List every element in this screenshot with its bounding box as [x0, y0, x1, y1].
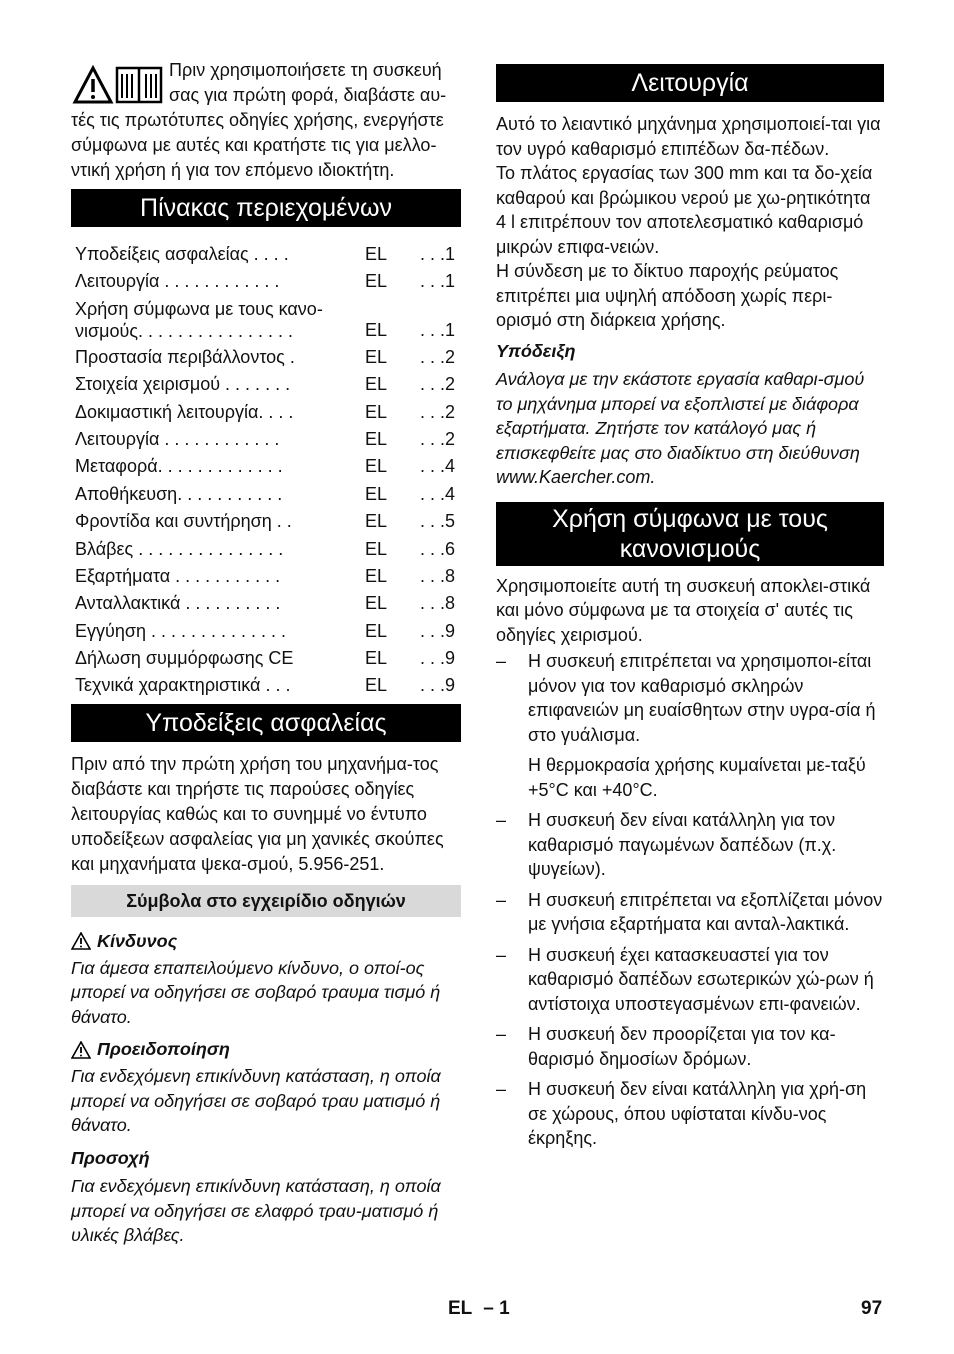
list-item-text: Η συσκευή δεν είναι κατάλληλη για τον καθαρισμό παγωμένων δαπέδων (π.χ. ψυγείων). — [528, 810, 837, 879]
toc-lang: EL — [365, 428, 388, 449]
toc-row[interactable] — [75, 453, 457, 480]
note-label: Υπόδειξη — [496, 340, 576, 361]
symbols-heading: Σύμβολα στο εγχειρίδιο οδηγιών — [71, 885, 461, 917]
toc-heading: Πίνακας περιεχομένων — [71, 189, 461, 227]
intended-use-list — [496, 649, 884, 1151]
toc-row[interactable] — [75, 371, 457, 398]
toc-lang: EL — [365, 648, 388, 669]
intro-block — [71, 58, 461, 183]
list-item — [496, 1077, 884, 1151]
footer-page-label — [448, 1298, 510, 1320]
toc-title: Τεχνικά χαρακτηριστικά . . . — [75, 675, 291, 696]
toc-title: Αποθήκευση. . . . . . . . . . . — [75, 483, 283, 504]
toc-title: Χρήση σύμφωνα με τους κανο-νισμούς. . . . . . . . . . . . . . . . — [75, 298, 323, 341]
toc-page: . . .4 — [419, 456, 455, 477]
toc-row[interactable] — [75, 241, 457, 268]
toc-lang: EL — [365, 374, 388, 395]
danger-text: Για άμεσα επαπειλούμενο κίνδυνο, ο οποί-ος μπορεί να οδηγήσει σε σοβαρό τραυμα τισμό ή θάνατο. — [71, 957, 441, 1027]
toc-title: Λειτουργία . . . . . . . . . . . . — [75, 428, 280, 449]
toc-page: . . .8 — [419, 593, 455, 614]
toc-title: Λειτουργία . . . . . . . . . . . . — [75, 271, 280, 292]
toc-lang: EL — [365, 511, 388, 532]
toc-row[interactable] — [75, 563, 457, 590]
toc-row[interactable] — [75, 645, 457, 672]
toc-page: . . .4 — [419, 483, 455, 504]
toc-page: . . .5 — [419, 511, 455, 532]
intro-text-rest: τές τις πρωτότυπες οδηγίες χρήσης, ενεργήστε σύμφωνα με αυτές και κρατήστε τις για μελλο-ντική χρήση ή για τον επόμενο ιδιοκτήτη. — [71, 110, 444, 180]
list-item — [496, 808, 884, 882]
toc-lang: EL — [365, 593, 388, 614]
toc-page: . . .1 — [419, 319, 455, 340]
table-of-contents — [75, 241, 457, 700]
toc-lang: EL — [365, 456, 388, 477]
warning-label: Προειδοποίηση — [97, 1039, 230, 1060]
danger-label-row — [71, 931, 461, 952]
toc-page: . . .2 — [419, 346, 455, 367]
list-dash: – — [496, 944, 507, 965]
toc-lang: EL — [365, 346, 388, 367]
toc-title: Φροντίδα και συντήρηση . . — [75, 511, 292, 532]
toc-lang: EL — [365, 483, 388, 504]
toc-page: . . .9 — [419, 620, 455, 641]
toc-title: Εγγύηση . . . . . . . . . . . . . . — [75, 620, 287, 641]
list-dash: – — [496, 810, 507, 830]
note-text: Ανάλογα με την εκάστοτε εργασία καθαρι-σμού το μηχάνημα μπορεί να εξοπλιστεί με διάφορα εξαρτήματα. Ζητήστε τον κατάλογό μας ή επισκεφθείτε μας στο διαδίκτυο στη διεύθυνση www.Kaercher.com. — [496, 369, 865, 487]
toc-row[interactable] — [75, 296, 457, 344]
list-item — [496, 649, 884, 802]
list-item — [496, 1022, 884, 1071]
danger-label: Κίνδυνος — [97, 930, 178, 951]
page-number: 97 — [861, 1298, 883, 1319]
toc-lang: EL — [365, 271, 388, 292]
toc-row[interactable] — [75, 481, 457, 508]
list-item-text: Η συσκευή επιτρέπεται να εξοπλίζεται μόνον με γνήσια εξαρτήματα και ανταλ-λακτικά. — [528, 889, 883, 934]
toc-row[interactable] — [75, 672, 457, 699]
list-item — [496, 888, 884, 937]
list-item-text: Η συσκευή έχει κατασκευαστεί για τον καθαρισμό δαπέδων εσωτερικών χώ-ρων ή αντίστοιχα υποστεγασμένων επι-φανειών. — [528, 944, 874, 1014]
toc-lang: EL — [365, 538, 388, 559]
list-item — [496, 943, 884, 1017]
list-dash: – — [496, 1024, 507, 1044]
toc-row[interactable] — [75, 536, 457, 563]
toc-row[interactable] — [75, 344, 457, 371]
toc-page: . . .9 — [419, 675, 455, 696]
list-dash: – — [496, 889, 507, 910]
toc-row[interactable] — [75, 399, 457, 426]
list-item-text: Η συσκευή επιτρέπεται να χρησιμοποι-είται μόνον για τον καθαρισμό σκληρών επιφανειών μη ευαίσθητων στην υγρα-σία ή στο γυάλισμα. — [528, 651, 876, 745]
function-paragraph-2: Το πλάτος εργασίας των 300 mm και τα δο-χεία καθαρού και βρώμικου νερού με χω-ρητικότητα 4 l επιτρέπουν τον αποτελεσματικό καθαρισμό μικρών επιφα-νειών. — [496, 163, 873, 257]
toc-title: Εξαρτήματα . . . . . . . . . . . — [75, 565, 281, 586]
warning-book-icon — [71, 64, 163, 106]
function-paragraph-3: Η σύνδεση με το δίκτυο παροχής ρεύματος επιτρέπει μια υψηλή απόδοση χωρίς περι-ορισμό στη διάρκεια χρήσης. — [496, 261, 839, 330]
toc-page: . . .2 — [419, 428, 455, 449]
toc-title: Μεταφορά. . . . . . . . . . . . . — [75, 456, 283, 477]
warning-label-row — [71, 1039, 461, 1060]
toc-lang: EL — [365, 319, 388, 340]
left-column — [71, 58, 461, 1248]
toc-page: . . .8 — [419, 565, 455, 586]
intended-use-heading: Χρήση σύμφωνα με τους κανονισμούς — [496, 502, 884, 566]
warning-text: Για ενδεχόμενη επικίνδυνη κατάσταση, η οποία μπορεί να οδηγήσει σε σοβαρό τραυ ματισμό ή θάνατο. — [71, 1066, 441, 1136]
toc-page: . . .2 — [419, 401, 455, 422]
safety-heading: Υποδείξεις ασφαλείας — [71, 704, 461, 742]
function-paragraph-1: Αυτό το λειαντικό μηχάνημα χρησιμοποιεί-ται για τον υγρό καθαρισμό επιπέδων δα-πέδων. — [496, 114, 881, 159]
intro-text-start: Πριν χρησιμοποιήσετε τη συσκευή σας για πρώτη φορά, διαβάστε αυ- — [169, 60, 447, 105]
toc-page: . . .2 — [419, 374, 455, 395]
toc-page: . . .6 — [419, 538, 455, 559]
function-heading: Λειτουργία — [496, 64, 884, 102]
footer-page-label-text: – 1 — [483, 1298, 510, 1319]
toc-row[interactable] — [75, 268, 457, 295]
toc-title: Στοιχεία χειρισμού . . . . . . . — [75, 374, 291, 395]
toc-page: . . .1 — [419, 244, 455, 264]
toc-title: Προστασία περιβάλλοντος . — [75, 346, 295, 367]
toc-lang: EL — [365, 401, 388, 422]
list-dash: – — [496, 651, 507, 671]
toc-title: Δοκιμαστική λειτουργία. . . . — [75, 401, 294, 422]
toc-lang: EL — [365, 565, 388, 586]
toc-row[interactable] — [75, 618, 457, 645]
safety-text: Πριν από την πρώτη χρήση του μηχανήμα-τος διαβάστε και τηρήστε τις παρούσες οδηγίες λειτουργίας καθώς και το συνημμέ νο έντυπο υποδείξεων ασφαλείας για μη χανικές σκούπες και μηχανήματα ψεκα-σμού, 5.956-251. — [71, 753, 444, 874]
toc-title: Βλάβες . . . . . . . . . . . . . . . — [75, 538, 284, 559]
temperature-note: Η θερμοκρασία χρήσης κυμαίνεται με-ταξύ +5°C και +40°C. — [528, 755, 866, 800]
list-dash: – — [496, 1079, 507, 1099]
toc-row[interactable] — [75, 590, 457, 617]
toc-title: Υποδείξεις ασφαλείας . . . . — [75, 244, 289, 264]
footer-lang: EL — [448, 1298, 472, 1319]
warning-triangle-icon — [71, 932, 91, 950]
toc-lang: EL — [365, 675, 388, 696]
toc-page: . . .9 — [419, 648, 455, 669]
intended-use-intro: Χρησιμοποιείτε αυτή τη συσκευή αποκλει-στικά και μόνο σύμφωνα με τα στοιχεία σ' αυτές τις οδηγίες χειρισμού. — [496, 575, 871, 645]
list-item-text: Η συσκευή δεν προορίζεται για τον κα-θαρισμό δημοσίων δρόμων. — [528, 1024, 836, 1069]
caution-label: Προσοχή — [71, 1147, 150, 1168]
caution-text: Για ενδεχόμενη επικίνδυνη κατάσταση, η οποία μπορεί να οδηγήσει σε ελαφρό τραυ-ματισμό ή υλικές βλάβες. — [71, 1176, 441, 1246]
toc-lang: EL — [365, 620, 388, 641]
toc-page: . . .1 — [419, 271, 455, 292]
toc-title: Ανταλλακτικά . . . . . . . . . . — [75, 593, 281, 614]
list-item-text: Η συσκευή δεν είναι κατάλληλη για χρή-ση σε χώρους, όπου υφίσταται κίνδυ-νος έκρηξης. — [528, 1079, 867, 1148]
warning-triangle-icon — [71, 1041, 91, 1059]
toc-lang: EL — [365, 244, 388, 264]
toc-title: Δήλωση συμμόρφωσης CE — [75, 648, 294, 669]
toc-row[interactable] — [75, 426, 457, 453]
right-column — [496, 64, 884, 1157]
toc-row[interactable] — [75, 508, 457, 535]
